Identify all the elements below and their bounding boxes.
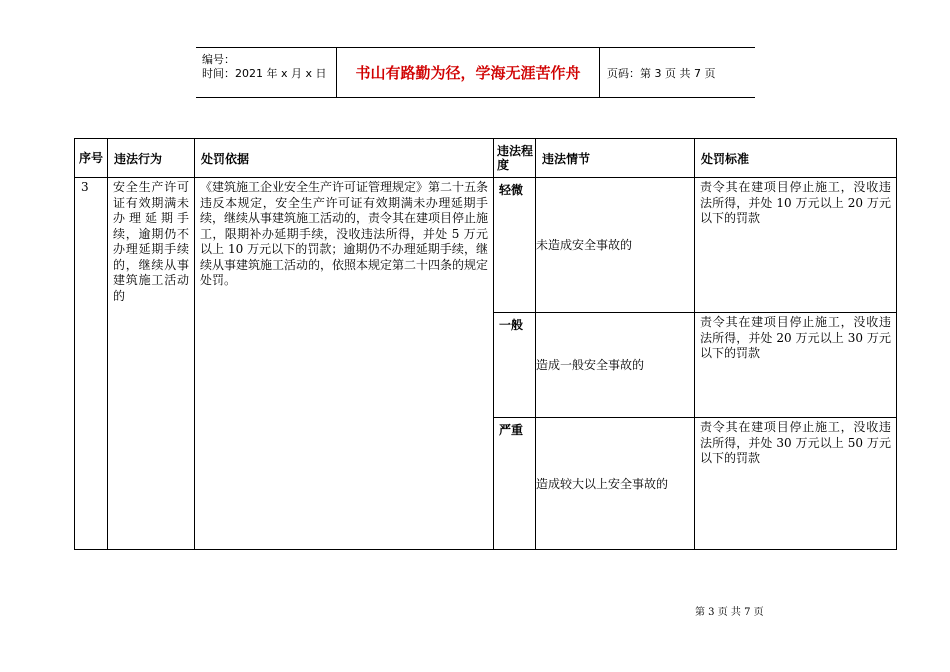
document-time: 时间：2021 年 x 月 x 日	[202, 67, 327, 80]
document-number: 编号：	[202, 53, 235, 66]
header-motto: 书山有路勤为径，学海无涯苦作舟	[336, 48, 600, 97]
cell-situation-serious: 造成较大以上安全事故的	[536, 418, 695, 550]
cell-seq: 3	[75, 178, 108, 550]
cell-level-serious: 严重	[494, 418, 536, 550]
header-situation: 违法情节	[536, 139, 695, 178]
cell-level-general: 一般	[494, 313, 536, 418]
header-standard: 处罚标准	[695, 139, 897, 178]
cell-situation-minor: 未造成安全事故的	[536, 178, 695, 313]
header-page-number: 页码：第 3 页 共 7 页	[607, 66, 716, 80]
table-header-row	[75, 139, 897, 178]
page-footer: 第 3 页 共 7 页	[695, 607, 764, 618]
cell-level-minor: 轻微	[494, 178, 536, 313]
header-act: 违法行为	[108, 139, 195, 178]
table-row	[75, 178, 897, 313]
cell-act: 安全生产许可证有效期满未办理延期手续，逾期仍不办理延期手续的，继续从事建筑施工活动的	[108, 178, 195, 550]
cell-standard-minor: 责令其在建项目停止施工，没收违法所得，并处 10 万元以上 20 万元以下的罚款	[695, 178, 897, 313]
cell-situation-general: 造成一般安全事故的	[536, 313, 695, 418]
cell-basis: 《建筑施工企业安全生产许可证管理规定》第二十五条 违反本规定，安全生产许可证有效期满未办理延期手续，继续从事建筑施工活动的，责令其在建项目停止施工，限期补办延期手续，没收违法所得，并处 5 万元以上 10 万元以下的罚款；逾期仍不办理延期手续，继续从事建筑施工活动的，依照本规定第二十四条的规定处罚。	[195, 178, 494, 550]
header-level: 违法程度	[494, 139, 536, 178]
penalty-table	[74, 138, 897, 550]
header-meta	[196, 48, 336, 97]
page-header	[196, 47, 755, 98]
header-basis: 处罚依据	[195, 139, 494, 178]
header-seq: 序号	[75, 139, 108, 178]
cell-standard-serious: 责令其在建项目停止施工，没收违法所得，并处 30 万元以上 50 万元以下的罚款	[695, 418, 897, 550]
cell-standard-general: 责令其在建项目停止施工，没收违法所得，并处 20 万元以上 30 万元以下的罚款	[695, 313, 897, 418]
